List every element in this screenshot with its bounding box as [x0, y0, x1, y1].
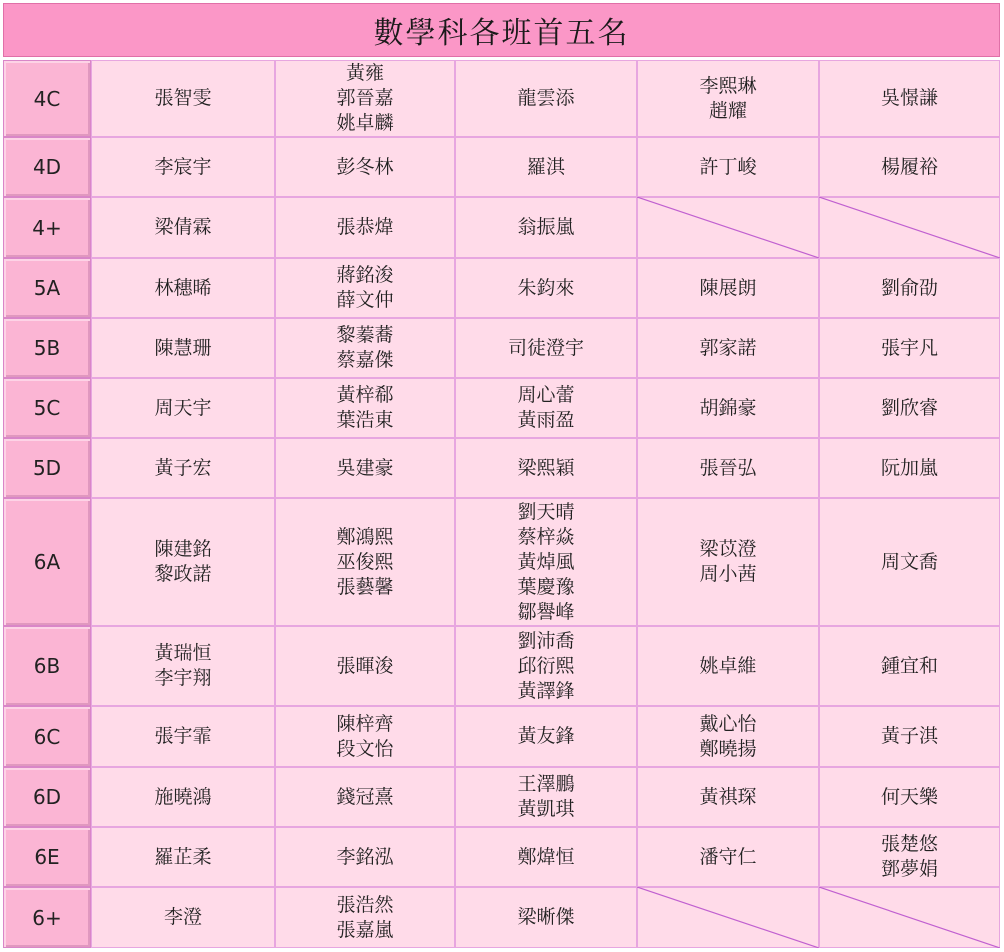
- rank-1-cell: [91, 706, 275, 767]
- student-name: 司徒澄宇: [507, 336, 584, 359]
- rank-1-cell: [91, 887, 275, 948]
- class-label: 5B: [3, 318, 91, 378]
- rank-1-cell: [91, 767, 275, 827]
- student-name: 梁苡澄: [699, 538, 757, 560]
- student-name: 張浩然: [336, 893, 394, 916]
- rank-3-cell: [455, 438, 637, 498]
- class-label: 5C: [3, 378, 91, 438]
- rank-5-cell: [819, 137, 1000, 197]
- rank-3-cell: [455, 378, 637, 438]
- student-name: 林穗晞: [154, 276, 212, 299]
- student-name: 薛文仲: [336, 289, 394, 311]
- student-name: 鍾宜和: [880, 654, 938, 677]
- rank-4-cell: [637, 378, 819, 438]
- student-name: 張暉浚: [336, 654, 394, 677]
- student-name: 黎政諾: [154, 563, 212, 585]
- rank-3-cell: [455, 197, 637, 258]
- rank-5-cell: [819, 197, 1000, 258]
- rank-5-cell: [819, 706, 1000, 767]
- class-label: 6B: [3, 626, 91, 706]
- student-name: 李澄: [163, 906, 202, 928]
- rank-1-cell: [91, 827, 275, 887]
- student-name: 黃譯鋒: [517, 679, 575, 702]
- student-name: 陳慧珊: [154, 336, 212, 359]
- student-name: 黃友鋒: [517, 725, 575, 747]
- student-name: 吳憬謙: [880, 87, 938, 109]
- class-label: 6D: [3, 767, 91, 827]
- student-name: 羅芷柔: [154, 845, 212, 868]
- title-banner: [3, 3, 1000, 57]
- student-name: 李宇翔: [154, 667, 212, 689]
- rank-4-cell: [637, 887, 819, 948]
- rank-4-cell: [637, 137, 819, 197]
- rank-2-cell: [275, 626, 455, 706]
- rank-3-cell: [455, 137, 637, 197]
- rank-5-cell: [819, 767, 1000, 827]
- rank-1-cell: [91, 197, 275, 258]
- page-title: 數學科各班首五名: [373, 16, 630, 51]
- student-name: 陳建銘: [154, 538, 212, 560]
- rank-2-cell: [275, 60, 455, 137]
- student-name: 張智雯: [154, 87, 212, 109]
- student-name: 李熙琳: [699, 74, 757, 97]
- student-name: 黃雨盈: [517, 409, 575, 431]
- student-name: 邱衍熙: [517, 654, 575, 677]
- rank-1-cell: [91, 258, 275, 318]
- rank-5-cell: [819, 60, 1000, 137]
- student-name: 蔡梓焱: [517, 525, 575, 548]
- student-name: 黎蓁蕎: [336, 324, 394, 346]
- student-name: 姚卓維: [699, 654, 757, 677]
- rank-4-cell: [637, 827, 819, 887]
- student-name: 阮加嵐: [880, 456, 938, 479]
- rank-3-cell: [455, 887, 637, 948]
- rank-4-cell: [637, 767, 819, 827]
- rank-5-cell: [819, 438, 1000, 498]
- student-name: 錢冠熹: [336, 785, 394, 808]
- student-name: 黃祺琛: [699, 785, 757, 808]
- rank-4-cell: [637, 60, 819, 137]
- student-name: 周天宇: [154, 396, 212, 419]
- rank-5-cell: [819, 258, 1000, 318]
- student-name: 何天樂: [880, 785, 938, 808]
- student-name: 黃焯風: [517, 550, 575, 573]
- student-name: 張嘉嵐: [336, 918, 394, 941]
- student-name: 蔡嘉傑: [336, 349, 394, 371]
- student-name: 朱鈞來: [517, 276, 575, 299]
- rank-3-cell: [455, 706, 637, 767]
- rank-5-cell: [819, 498, 1000, 626]
- rank-1-cell: [91, 318, 275, 378]
- class-label: 6+: [3, 887, 91, 948]
- student-name: 張恭煒: [336, 216, 394, 238]
- rank-1-cell: [91, 60, 275, 137]
- student-name: 劉俞劭: [880, 276, 938, 299]
- rank-1-cell: [91, 378, 275, 438]
- student-name: 吳建豪: [336, 456, 394, 479]
- student-name: 劉欣睿: [880, 396, 938, 419]
- rank-2-cell: [275, 498, 455, 626]
- student-name: 彭冬林: [336, 155, 394, 178]
- name-grid: [91, 60, 1000, 948]
- student-name: 施曉鴻: [154, 785, 212, 808]
- student-name: 龍雲添: [517, 87, 575, 109]
- rankings-table: [3, 60, 1000, 948]
- rank-2-cell: [275, 318, 455, 378]
- rank-2-cell: [275, 706, 455, 767]
- student-name: 劉沛喬: [517, 629, 575, 652]
- rank-5-cell: [819, 378, 1000, 438]
- student-name: 周小茜: [699, 563, 757, 585]
- student-name: 周心蕾: [517, 384, 575, 406]
- student-name: 黃梓郗: [336, 384, 394, 406]
- rank-2-cell: [275, 438, 455, 498]
- student-name: 葉浩東: [336, 409, 394, 431]
- student-name: 李銘泓: [336, 845, 394, 868]
- student-name: 梁熙穎: [517, 456, 575, 479]
- student-name: 梁倩霖: [154, 216, 212, 238]
- student-name: 鄭鴻熙: [336, 525, 394, 548]
- student-name: 張宇霏: [154, 725, 212, 747]
- rank-4-cell: [637, 318, 819, 378]
- rank-4-cell: [637, 706, 819, 767]
- student-name: 翁振嵐: [517, 216, 575, 238]
- class-label: 4+: [3, 197, 91, 258]
- student-name: 劉天晴: [517, 500, 575, 523]
- student-name: 張藝馨: [336, 575, 394, 598]
- student-name: 張宇凡: [880, 336, 938, 359]
- rank-5-cell: [819, 626, 1000, 706]
- rank-2-cell: [275, 258, 455, 318]
- student-name: 段文怡: [336, 737, 394, 760]
- student-name: 周文喬: [880, 550, 938, 573]
- student-name: 黃瑞恒: [154, 642, 212, 664]
- student-name: 鄒譽峰: [517, 600, 575, 623]
- class-label: 4C: [3, 60, 91, 137]
- class-column: [3, 60, 91, 948]
- rank-3-cell: [455, 318, 637, 378]
- rank-2-cell: [275, 887, 455, 948]
- student-name: 戴心怡: [699, 712, 757, 735]
- student-name: 張楚悠: [880, 833, 938, 855]
- student-name: 巫俊熙: [336, 550, 394, 573]
- class-label: 6E: [3, 827, 91, 887]
- rank-1-cell: [91, 438, 275, 498]
- student-name: 楊履裕: [880, 155, 938, 178]
- rank-5-cell: [819, 827, 1000, 887]
- rank-5-cell: [819, 887, 1000, 948]
- student-name: 黃子淇: [880, 725, 938, 747]
- student-name: 陳展朗: [699, 276, 757, 299]
- rank-3-cell: [455, 827, 637, 887]
- rank-5-cell: [819, 318, 1000, 378]
- student-name: 王澤鵬: [517, 773, 575, 795]
- student-name: 葉慶豫: [517, 575, 575, 598]
- rank-1-cell: [91, 137, 275, 197]
- rank-1-cell: [91, 626, 275, 706]
- rank-4-cell: [637, 626, 819, 706]
- rank-4-cell: [637, 197, 819, 258]
- student-name: 潘守仁: [699, 845, 757, 868]
- rank-2-cell: [275, 137, 455, 197]
- class-label: 5A: [3, 258, 91, 318]
- rank-3-cell: [455, 498, 637, 626]
- student-name: 陳梓齊: [336, 712, 394, 735]
- student-name: 黃凱琪: [517, 798, 575, 820]
- rank-2-cell: [275, 197, 455, 258]
- class-label: 4D: [3, 137, 91, 197]
- student-name: 黃子宏: [154, 456, 212, 479]
- student-name: 張晉弘: [699, 456, 757, 479]
- rank-4-cell: [637, 438, 819, 498]
- student-name: 黃雍: [345, 62, 384, 84]
- class-label: 5D: [3, 438, 91, 498]
- student-name: 羅淇: [526, 155, 565, 178]
- student-name: 胡錦豪: [699, 396, 757, 419]
- rank-3-cell: [455, 767, 637, 827]
- student-name: 鄭曉揚: [699, 737, 757, 760]
- student-name: 許丁峻: [699, 155, 757, 178]
- rank-3-cell: [455, 60, 637, 137]
- student-name: 郭家諾: [699, 336, 757, 359]
- rank-2-cell: [275, 378, 455, 438]
- rank-1-cell: [91, 498, 275, 626]
- student-name: 鄭煒恒: [517, 845, 575, 868]
- class-label: 6C: [3, 706, 91, 767]
- rank-2-cell: [275, 767, 455, 827]
- rank-4-cell: [637, 258, 819, 318]
- student-name: 趙耀: [708, 99, 747, 122]
- rank-2-cell: [275, 827, 455, 887]
- student-name: 姚卓麟: [336, 112, 394, 134]
- rank-3-cell: [455, 258, 637, 318]
- student-name: 郭晉嘉: [336, 87, 394, 109]
- student-name: 李宸宇: [154, 155, 212, 178]
- student-name: 蔣銘浚: [336, 264, 394, 286]
- class-label: 6A: [3, 498, 91, 626]
- student-name: 梁晰傑: [517, 906, 575, 928]
- student-name: 鄧夢娟: [880, 858, 938, 880]
- rank-3-cell: [455, 626, 637, 706]
- rank-4-cell: [637, 498, 819, 626]
